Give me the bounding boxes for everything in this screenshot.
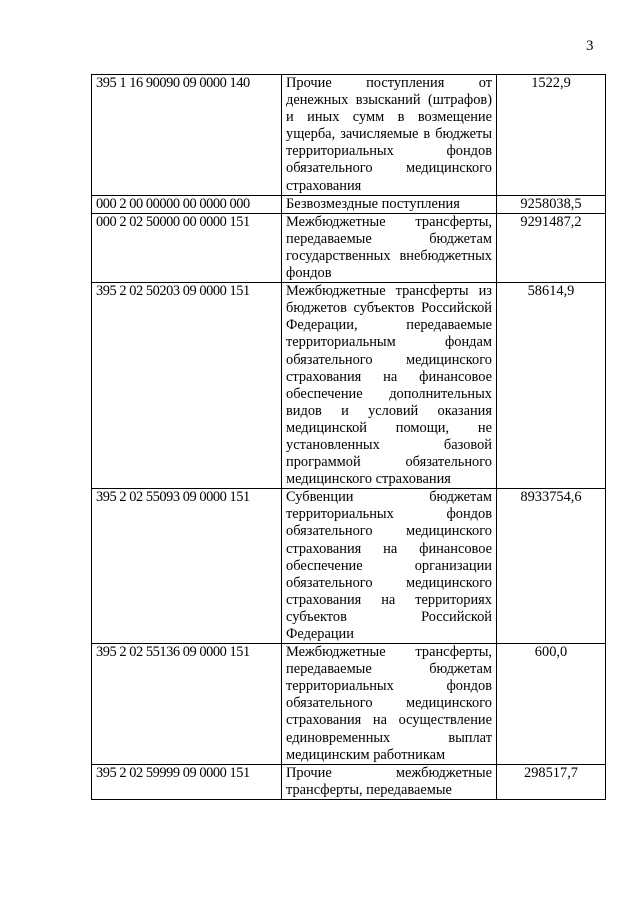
revenue-name-cell: Прочие поступления от денежных взысканий (штрафов) и иных сумм в возмещение ущерба, зачисляемые в бюджеты территориальных фондов обязательного медицинского страхования [282, 75, 497, 196]
budget-code-cell: 395 2 02 50203 09 0000 151 [92, 283, 282, 489]
amount-cell: 298517,7 [497, 764, 606, 799]
table-row [92, 195, 606, 213]
table-row [92, 764, 606, 799]
table-row [92, 489, 606, 644]
amount-cell: 1522,9 [497, 75, 606, 196]
revenue-name-cell: Межбюджетные трансферты, передаваемые бюджетам государственных внебюджетных фондов [282, 213, 497, 282]
budget-code-cell: 000 2 02 50000 00 0000 151 [92, 213, 282, 282]
budget-code-cell: 000 2 00 00000 00 0000 000 [92, 195, 282, 213]
amount-cell: 600,0 [497, 644, 606, 765]
revenue-name-cell: Безвозмездные поступления [282, 195, 497, 213]
amount-cell: 9291487,2 [497, 213, 606, 282]
revenue-name-cell: Субвенции бюджетам территориальных фондов обязательного медицинского страхования на финансовое обеспечение организации обязательного медицинского страхования на территориях субъектов Российской Федерации [282, 489, 497, 644]
budget-code-cell: 395 2 02 59999 09 0000 151 [92, 764, 282, 799]
budget-code-cell: 395 2 02 55136 09 0000 151 [92, 644, 282, 765]
revenue-name-cell: Межбюджетные трансферты, передаваемые бюджетам территориальных фондов обязательного медицинского страхования на осуществление единовременных выплат медицинским работникам [282, 644, 497, 765]
revenue-name-cell: Прочие межбюджетные трансферты, передаваемые [282, 764, 497, 799]
budget-code-cell: 395 2 02 55093 09 0000 151 [92, 489, 282, 644]
table-row [92, 283, 606, 489]
budget-revenue-table [91, 74, 606, 800]
table-row [92, 213, 606, 282]
amount-cell: 9258038,5 [497, 195, 606, 213]
table-row [92, 75, 606, 196]
table-row [92, 644, 606, 765]
revenue-name-cell: Межбюджетные трансферты из бюджетов субъектов Российской Федерации, передаваемые территориальным фондам обязательного медицинского страхования на финансовое обеспечение дополнительных видов и условий оказания медицинской помощи, не установленных базовой программой обязательного медицинского страхования [282, 283, 497, 489]
amount-cell: 58614,9 [497, 283, 606, 489]
amount-cell: 8933754,6 [497, 489, 606, 644]
page-number: 3 [586, 38, 594, 54]
budget-code-cell: 395 1 16 90090 09 0000 140 [92, 75, 282, 196]
